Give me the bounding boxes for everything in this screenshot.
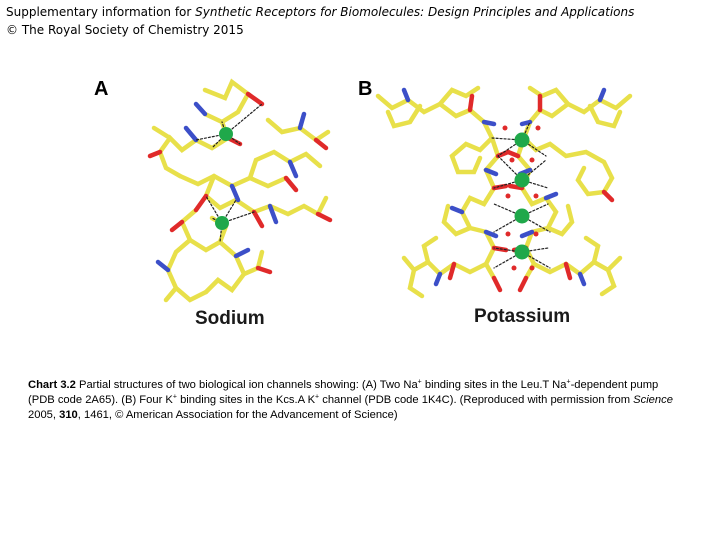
caption-volume: 310 (59, 409, 78, 421)
potassium-ion-3 (515, 209, 530, 224)
potassium-structure (378, 88, 630, 296)
potassium-ion-1 (515, 133, 530, 148)
caption-sup: + (417, 378, 422, 386)
potassium-ion-2 (515, 173, 530, 188)
sodium-ion-2 (215, 216, 229, 230)
header-prefix: Supplementary information for (6, 5, 196, 19)
caption-text: Partial structures of two biological ion channels showing: (A) Two Na (75, 379, 418, 391)
panel-b-label: B (358, 78, 373, 100)
panel-a-label: A (94, 78, 109, 100)
caption-text: -dependent pump (PDB code 2A65). (B) Four K (28, 379, 659, 406)
caption-text: 2005, (28, 409, 60, 421)
potassium-ion-4 (515, 245, 530, 260)
sodium-structure (150, 82, 330, 300)
caption-text: binding sites in the Leu.T Na (421, 379, 567, 391)
sodium-ion-1 (219, 127, 233, 141)
sodium-label: Sodium (195, 308, 265, 329)
caption-journal: Science (633, 394, 673, 406)
figure-caption (28, 378, 688, 423)
header-book-title: Synthetic Receptors for Biomolecules: Design Principles and Applications (195, 5, 635, 19)
caption-label: Chart 3.2 (28, 379, 76, 391)
caption-sup: + (172, 393, 177, 401)
caption-sup: + (566, 378, 571, 386)
caption-text: channel (PDB code 1K4C). (Reproduced with permission from (319, 394, 634, 406)
caption-sup: + (315, 393, 320, 401)
caption-text: binding sites in the Kcs.A K (176, 394, 316, 406)
header-copyright: © The Royal Society of Chemistry 2015 (6, 23, 244, 37)
caption-text: , 1461, © American Association for the Advancement of Science) (77, 409, 398, 421)
potassium-label: Potassium (474, 306, 571, 327)
